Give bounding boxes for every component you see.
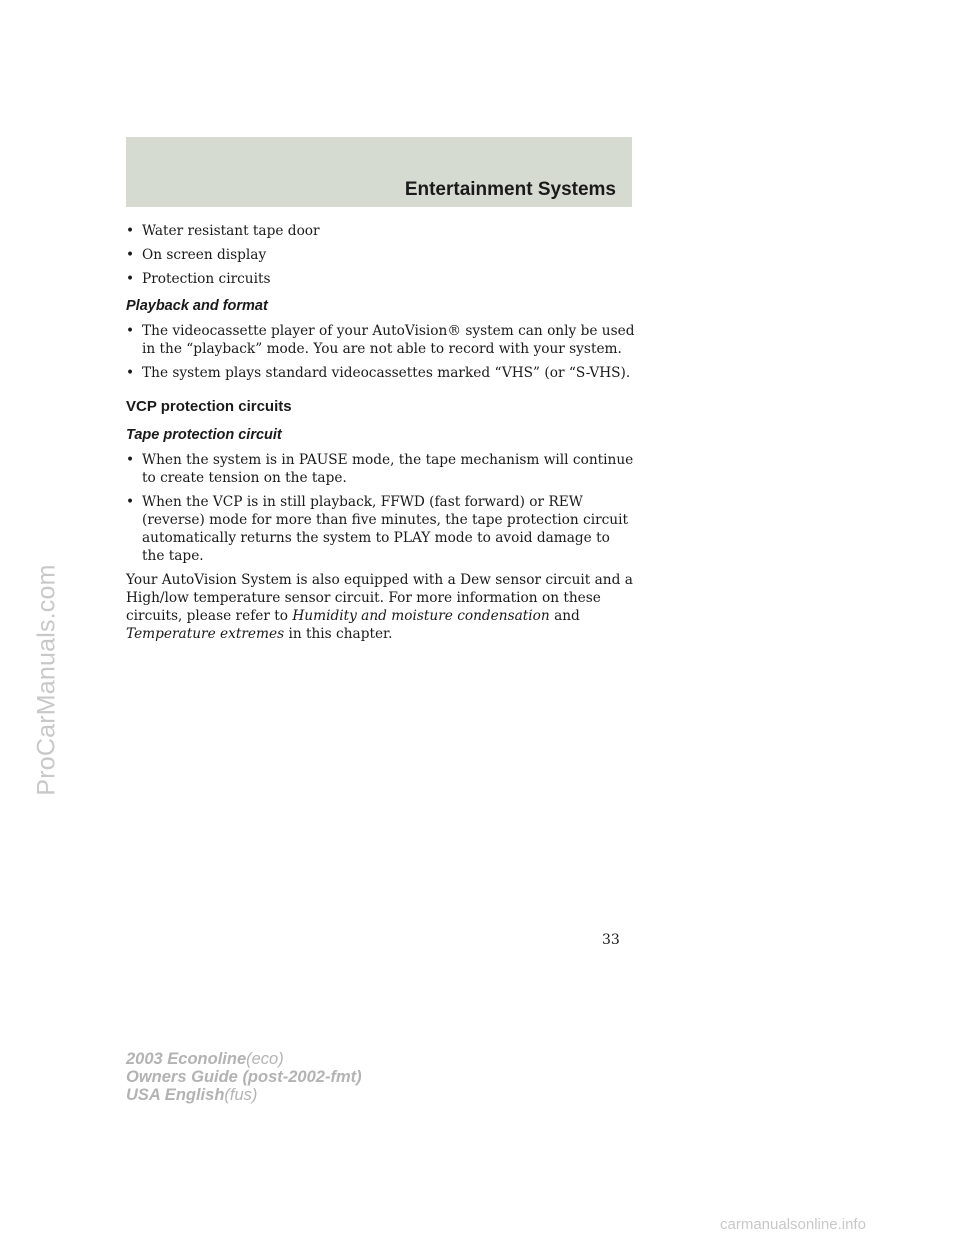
document-footer xyxy=(126,1050,362,1104)
chapter-header-band xyxy=(126,137,632,207)
bullet-icon: • xyxy=(126,223,135,239)
list-item: • When the VCP is in still playback, FFWD (fast forward) or REW (reverse) mode for more than five minutes, the tape protection circuit automatically returns the system to PLAY mode to avoid damage to the tape. xyxy=(126,494,628,564)
footer-line-language: USA English(fus) xyxy=(126,1086,258,1104)
bullet-icon: • xyxy=(126,323,135,339)
bullet-icon: • xyxy=(126,452,135,468)
list-item: • Water resistant tape door xyxy=(126,223,320,239)
bullet-icon: • xyxy=(126,271,135,287)
list-item: • On screen display xyxy=(126,247,267,263)
sensor-paragraph: Your AutoVision System is also equipped with a Dew sensor circuit and a High/low temperature sensor circuit. For more information on these circuits, please refer to Humidity and moisture condensation and Temperature extremes in this chapter. xyxy=(126,572,633,642)
list-item: • When the system is in PAUSE mode, the tape mechanism will continue to create tension on the tape. xyxy=(126,452,634,486)
playback-heading: Playback and format xyxy=(126,298,268,314)
list-item: • Protection circuits xyxy=(126,271,271,287)
humidity-reference: Humidity and moisture condensation xyxy=(292,608,550,624)
page-number: 33 xyxy=(602,932,620,948)
footer-line-model: 2003 Econoline(eco) xyxy=(126,1050,284,1068)
bullet-icon: • xyxy=(126,247,135,263)
temperature-reference: Temperature extremes xyxy=(126,626,285,642)
playback-list xyxy=(126,322,636,382)
bullet-icon: • xyxy=(126,494,135,510)
list-item: • The system plays standard videocassettes marked “VHS” (or “S-VHS). xyxy=(126,365,631,381)
tape-protection-list xyxy=(126,451,636,565)
vcp-heading: VCP protection circuits xyxy=(126,398,292,415)
page-content xyxy=(126,222,636,643)
bullet-icon: • xyxy=(126,365,135,381)
list-item: • The videocassette player of your AutoVision® system can only be used in the “playback” mode. You are not able to record with your system. xyxy=(126,323,635,357)
chapter-title: Entertainment Systems xyxy=(404,179,616,200)
footer-line-guide: Owners Guide (post-2002-fmt) xyxy=(126,1068,362,1086)
watermark-bottom: carmanualsonline.info xyxy=(720,1216,866,1233)
tape-protection-heading: Tape protection circuit xyxy=(126,427,282,443)
watermark-side: ProCarManuals.com xyxy=(32,564,61,796)
features-list xyxy=(126,222,636,288)
